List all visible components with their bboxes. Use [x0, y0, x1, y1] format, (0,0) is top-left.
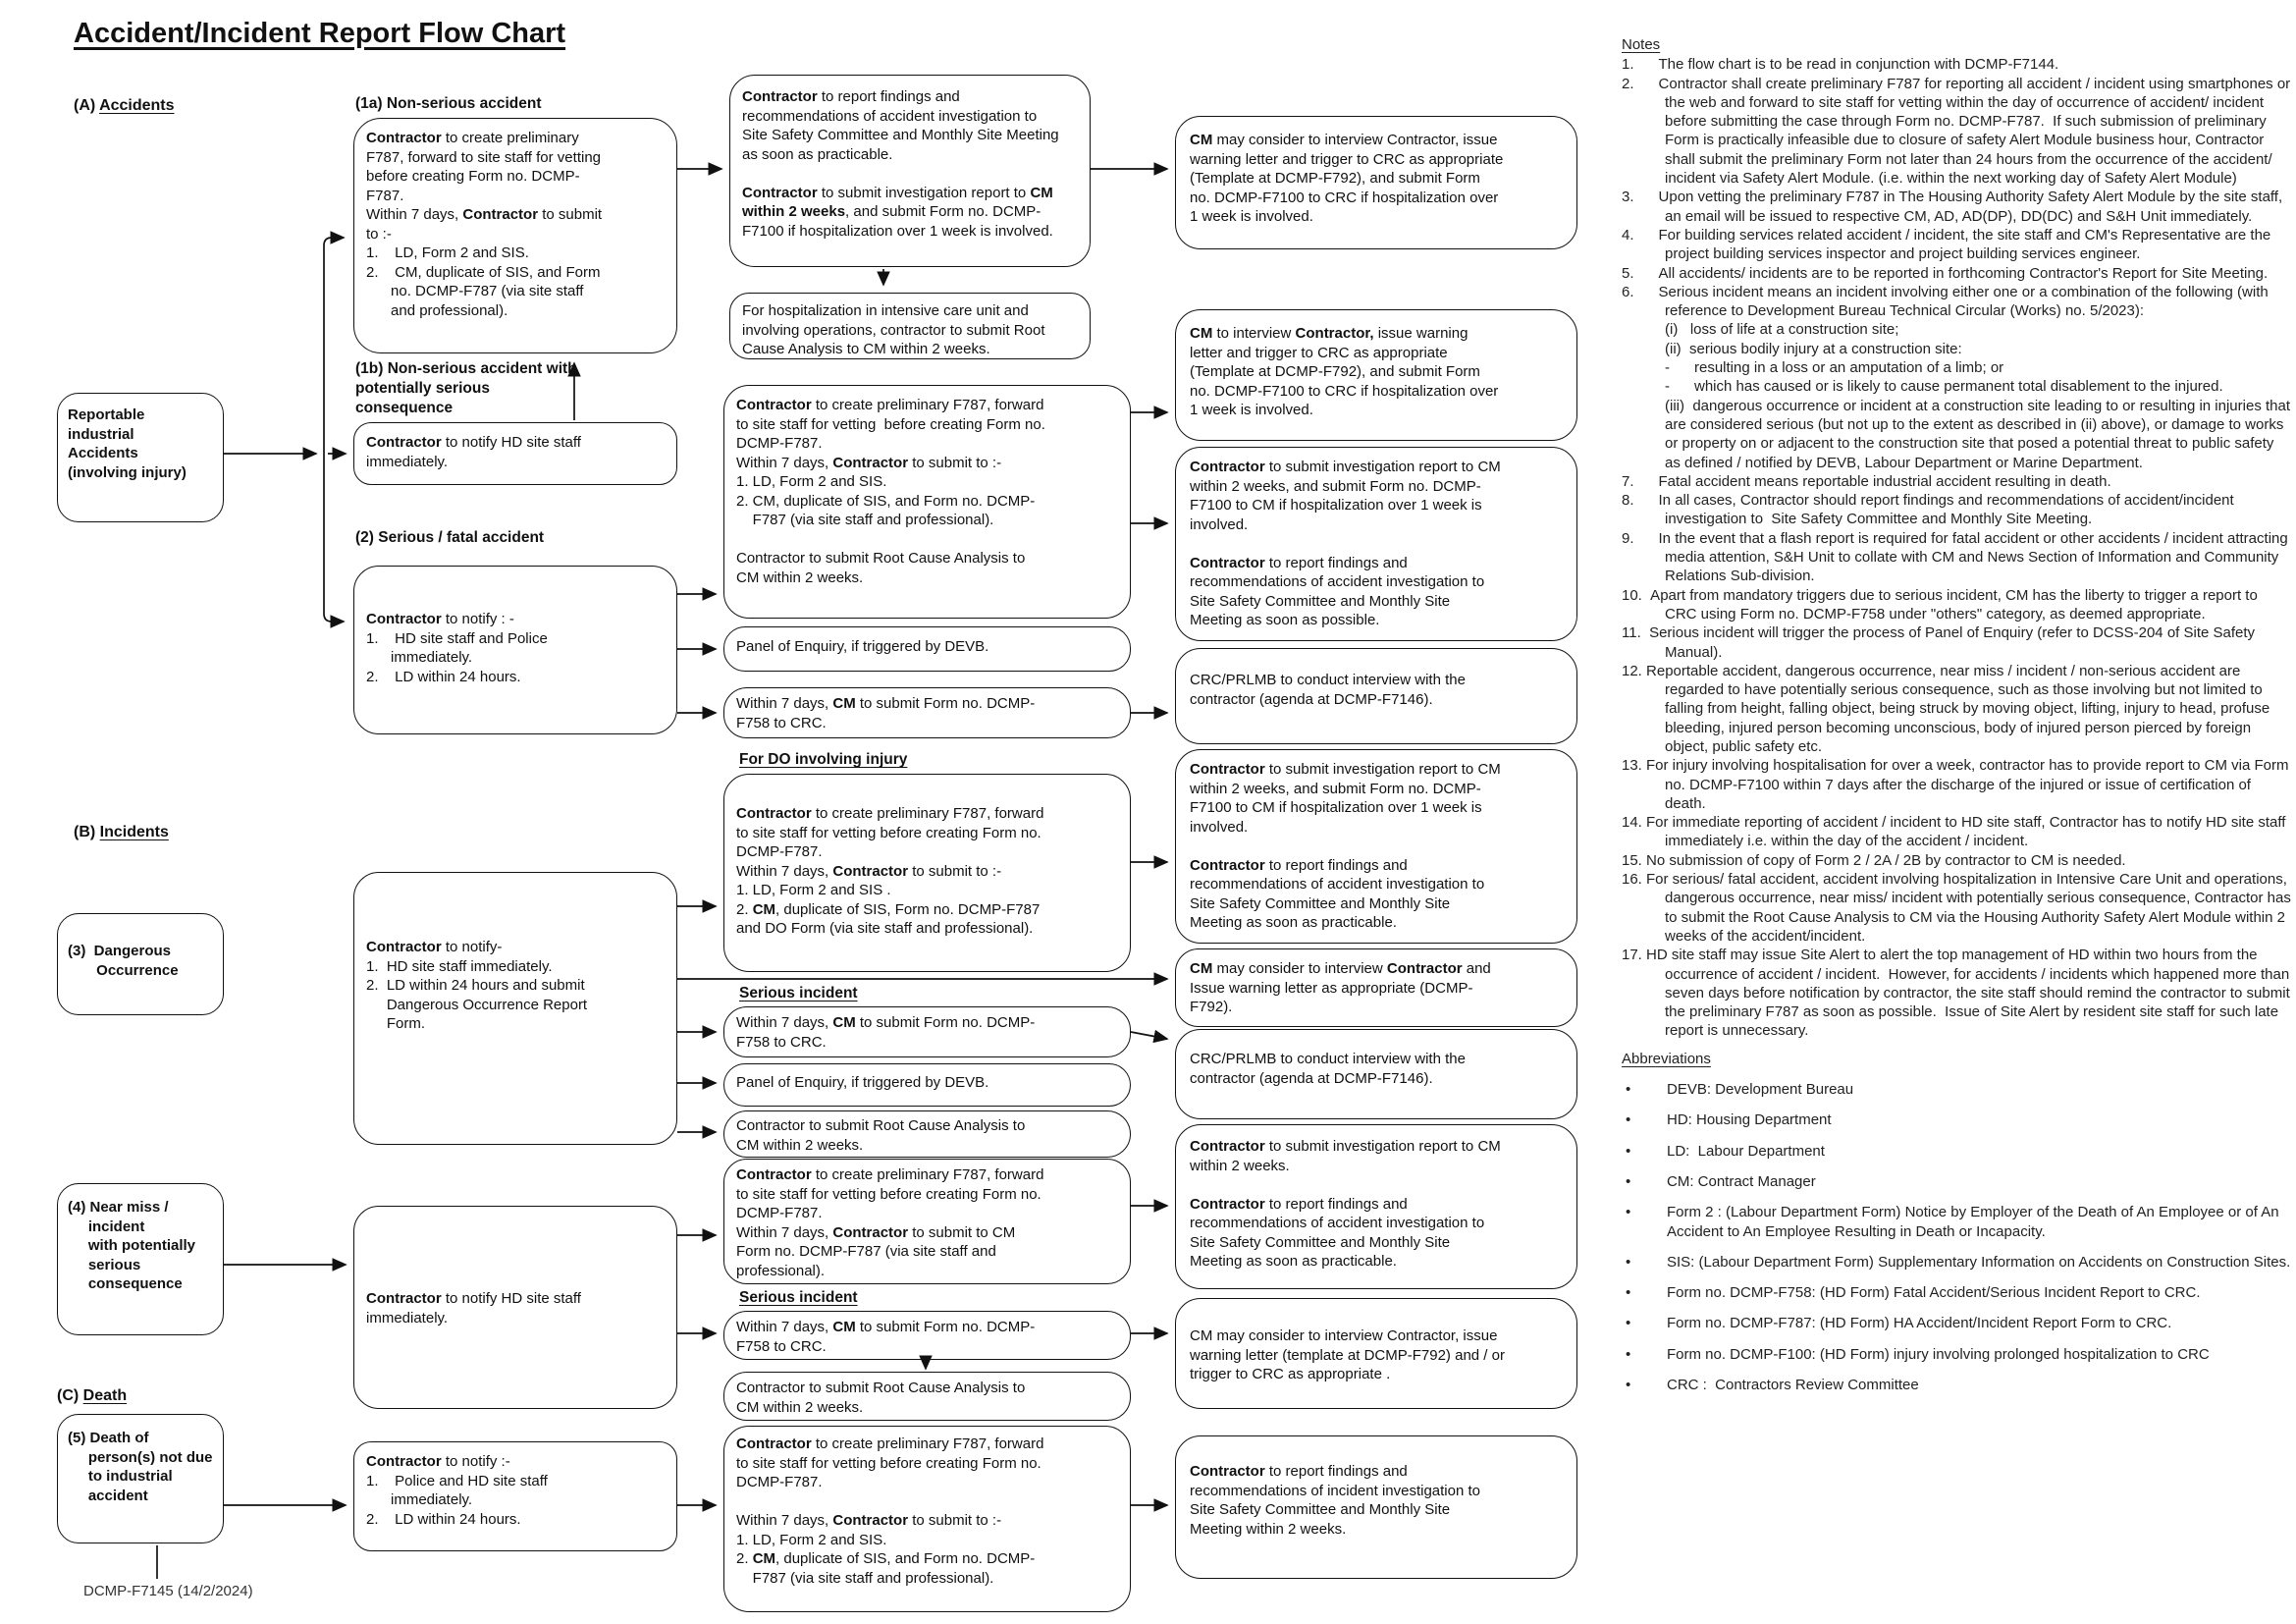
heading-serious-incident-1: Serious incident	[739, 985, 858, 1001]
note-item-3: 3. Upon vetting the preliminary F787 in The Housing Authority Safety Alert Module by the site staff, an email will be issued to respective CM, AD, AD(DP), DD(DC) and S&H Unit immediately.	[1622, 189, 2283, 225]
note-item-6: 6. Serious incident means an incident involving either one or a combination of the following (with reference to Development Bureau Technical Circular (Works) no. 5/2023): (i) loss of life at a construction site; (ii) serious bodily injury at a construction site: - resulting in a loss or an amputation of a limb; or - which has caused or is likely to cause permanent total disablement to the injured. (iii) dangerous occurrence or incident at a construction site leading to or resulting in injuries that are considered serious (but not up to the extent as described in (ii) above), or damage to works or property on or adjacent to the construction site that posed a potential threat to public safety as defined / notified by DEVB, Labour Department or Marine Department.	[1622, 283, 2291, 471]
box-cm-interview: CM to interview Contractor, issue warning letter and trigger to CRC as appropriate (Template at DCMP-F792), and submit Form no. DCMP-F7100 to CRC if hospitalization over 1 week is involved.	[1175, 309, 1577, 441]
note-item-5: 5. All accidents/ incidents are to be reported in forthcoming Contractor's Report for Site Meeting.	[1622, 264, 2269, 282]
box-4-notify-hd: Contractor to notify HD site staff immediately.	[353, 1206, 677, 1409]
section-label-incidents: (B) Incidents	[74, 824, 169, 840]
box-cm-submit-f758: Within 7 days, CM to submit Form no. DCMP- F758 to CRC.	[723, 687, 1131, 738]
box-1b-notify-hd: Contractor to notify HD site staff immediately.	[353, 422, 677, 485]
note-item-8: 8. In all cases, Contractor should report findings and recommendations of accident/incident investigation to Site Safety Committee and Monthly Site Meeting.	[1622, 492, 2234, 528]
box-investigation-report-2: Contractor to submit investigation report to CM within 2 weeks, and submit Form no. DCMP- F7100 to CM if hospitalization over 1 week is involved. Contractor to report findings and recommendations of accident investigation to Site Safety Committee and Monthly Site Meeting as soon as practicable.	[1175, 749, 1577, 944]
form-reference-number: DCMP-F7145 (14/2/2024)	[83, 1583, 253, 1599]
box-2-notify-hd-police-ld: Contractor to notify : - 1. HD site staff and Police immediately. 2. LD within 24 hours.	[353, 566, 677, 734]
abbr-item-f100: • Form no. DCMP-F100: (HD Form) injury involving prolonged hospitalization to CRC	[1622, 1345, 2293, 1364]
abbr-item-hd: • HD: Housing Department	[1622, 1110, 2293, 1129]
note-item-13: 13. For injury involving hospitalisation for over a week, contractor has to provide report to CM via Form no. DCMP-F7100 within 7 days after the discharge of the injured or issue of certification of death.	[1622, 757, 2289, 812]
abbr-item-cm: • CM: Contract Manager	[1622, 1172, 2293, 1191]
arrow-trunk-to-1a	[324, 238, 344, 454]
abbr-item-sis: • SIS: (Labour Department Form) Supplementary Information on Accidents on Construction Sites.	[1622, 1253, 2293, 1272]
heading-for-do-involving-injury: For DO involving injury	[739, 751, 908, 768]
box-si-panel-of-enquiry: Panel of Enquiry, if triggered by DEVB.	[723, 1063, 1131, 1107]
box-cm-may-interview-2: CM may consider to interview Contractor and Issue warning letter as appropriate (DCMP- F792).	[1175, 948, 1577, 1027]
box-si-root-cause: Contractor to submit Root Cause Analysis to CM within 2 weeks.	[723, 1110, 1131, 1158]
box-3-notify-do: Contractor to notify- 1. HD site staff immediately. 2. LD within 24 hours and submit Dangerous Occurrence Report Form.	[353, 872, 677, 1145]
box-cm-may-interview-3: CM may consider to interview Contractor, issue warning letter (template at DCMP-F792) and / or trigger to CRC as appropriate .	[1175, 1298, 1577, 1409]
heading-1b-potentially-serious: (1b) Non-serious accident with potentially serious consequence	[355, 360, 577, 416]
box-5-notify-police-hd-ld: Contractor to notify :- 1. Police and HD site staff immediately. 2. LD within 24 hours.	[353, 1441, 677, 1551]
abbr-item-form2: • Form 2 : (Labour Department Form) Notice by Employer of the Death of An Employee or of An Accident to An Employee Resulting in Death or Incapacity.	[1622, 1203, 2293, 1241]
note-item-16: 16. For serious/ fatal accident, accident involving hospitalization in Intensive Care Unit and operations, dangerous occurrence, near miss/ incident with potentially serious consequence, Contractor has to submit the Root Cause Analysis to CM via the Housing Authority Safety Alert Module within 2 weeks of the accident/incident.	[1622, 871, 2291, 945]
box-crc-prlmb-interview-2: CRC/PRLMB to conduct interview with the contractor (agenda at DCMP-F7146).	[1175, 1029, 1577, 1119]
section-label-accidents: (A) Accidents	[74, 97, 175, 114]
source-box-near-miss: (4) Near miss / incident with potentially serious consequence	[57, 1183, 224, 1335]
box-nm-cm-submit-f758: Within 7 days, CM to submit Form no. DCMP- F758 to CRC.	[723, 1311, 1131, 1360]
section-label-death: (C) Death	[57, 1387, 128, 1404]
note-item-2: 2. Contractor shall create preliminary F787 for reporting all accident / incident using smartphones or the web and forward to site staff for vetting within the day of occurrence of accident/ incident before submitting the case through Form no. DCMP-F787. If such submission of preliminary Form is practically infeasible due to closure of safety Alert Module business hour, Contractor shall submit the preliminary Form not later than 24 hours from the occurrence of the accident/ incident via Safety Alert Module. (i.e. within the next working day of Safety Alert Module)	[1622, 75, 2291, 188]
abbr-item-crc: • CRC : Contractors Review Committee	[1622, 1376, 2293, 1394]
abbr-item-f758: • Form no. DCMP-F758: (HD Form) Fatal Accident/Serious Incident Report to CRC.	[1622, 1283, 2293, 1302]
box-panel-of-enquiry: Panel of Enquiry, if triggered by DEVB.	[723, 626, 1131, 672]
page-title: Accident/Incident Report Flow Chart	[74, 18, 566, 49]
source-box-dangerous-occurrence: (3) Dangerous Occurrence	[57, 913, 224, 1015]
abbr-item-devb: • DEVB: Development Bureau	[1622, 1080, 2293, 1099]
box-report-findings-incident: Contractor to report findings and recommendations of incident investigation to Site Safety Committee and Monthly Site Meeting within 2 weeks.	[1175, 1435, 1577, 1579]
box-1a-create-f787: Contractor to create preliminary F787, forward to site staff for vetting before creating Form no. DCMP- F787. Within 7 days, Contractor to submit to :- 1. LD, Form 2 and SIS. 2. CM, duplicate of SIS, and Form no. DCMP-F787 (via site staff and professional).	[353, 118, 677, 353]
heading-serious-incident-2: Serious incident	[739, 1289, 858, 1306]
heading-1a-non-serious: (1a) Non-serious accident	[355, 95, 542, 112]
source-box-death-not-industrial: (5) Death of person(s) not due to industrial accident	[57, 1414, 224, 1543]
abbr-item-f787: • Form no. DCMP-F787: (HD Form) HA Accident/Incident Report Form to CRC.	[1622, 1314, 2293, 1332]
note-item-4: 4. For building services related accident / incident, the site staff and CM's Representative are the project building services inspector and project building services engineer.	[1622, 226, 2271, 263]
note-item-10: 10. Apart from mandatory triggers due to serious incident, CM has the liberty to trigger a report to CRC using Form no. DCMP-F758 under "others" category, as deemed appropriate.	[1622, 586, 2258, 623]
note-item-14: 14. For immediate reporting of accident / incident to HD site staff, Contractor has to notify HD site staff immediately i.e. within the day of the accident / incident.	[1622, 814, 2286, 850]
box-investigation-report-1: Contractor to submit investigation report to CM within 2 weeks, and submit Form no. DCMP- F7100 to CM if hospitalization over 1 week is involved. Contractor to report findings and recommendations of accident investigation to Site Safety Committee and Monthly Site Meeting as soon as possible.	[1175, 447, 1577, 641]
box-cm-may-interview-1: CM may consider to interview Contractor, issue warning letter and trigger to CRC as appropriate (Template at DCMP-F792), and submit Form no. DCMP-F7100 to CRC if hospitalization over 1 week is involved.	[1175, 116, 1577, 249]
box-crc-prlmb-interview-1: CRC/PRLMB to conduct interview with the contractor (agenda at DCMP-F7146).	[1175, 648, 1577, 744]
source-box-reportable-industrial-accidents: Reportable industrial Accidents (involving injury)	[57, 393, 224, 522]
heading-2-serious-fatal: (2) Serious / fatal accident	[355, 529, 545, 546]
box-death-create-f787: Contractor to create preliminary F787, forward to site staff for vetting before creating Form no. DCMP-F787. Within 7 days, Contractor to submit to :- 1. LD, Form 2 and SIS. 2. CM, duplicate of SIS, and Form no. DCMP- F787 (via site staff and professional).	[723, 1426, 1131, 1612]
box-investigation-report-3: Contractor to submit investigation report to CM within 2 weeks. Contractor to report findings and recommendations of accident investigation to Site Safety Committee and Monthly Site Meeting as soon as practicable.	[1175, 1124, 1577, 1289]
box-si-cm-submit-f758: Within 7 days, CM to submit Form no. DCMP- F758 to CRC.	[723, 1006, 1131, 1057]
box-nm-create-f787: Contractor to create preliminary F787, forward to site staff for vetting before creating Form no. DCMP-F787. Within 7 days, Contractor to submit to CM Form no. DCMP-F787 (via site staff and professional).	[723, 1159, 1131, 1284]
note-item-15: 15. No submission of copy of Form 2 / 2A / 2B by contractor to CM is needed.	[1622, 851, 2126, 869]
box-icu-root-cause: For hospitalization in intensive care unit and involving operations, contractor to submit Root Cause Analysis to CM within 2 weeks.	[729, 293, 1091, 359]
note-item-9: 9. In the event that a flash report is required for fatal accident or other accidents / incident attracting media attention, S&H Unit to collate with CM and News Section of Information and Community Relations Sub-division.	[1622, 529, 2288, 585]
box-nm-root-cause: Contractor to submit Root Cause Analysis to CM within 2 weeks.	[723, 1372, 1131, 1421]
box-serious-create-f787: Contractor to create preliminary F787, forward to site staff for vetting before creating Form no. DCMP-F787. Within 7 days, Contractor to submit to :- 1. LD, Form 2 and SIS. 2. CM, duplicate of SIS, and Form no. DCMP- F787 (via site staff and professional). Contractor to submit Root Cause Analysis to CM within 2 weeks.	[723, 385, 1131, 619]
abbr-item-ld: • LD: Labour Department	[1622, 1142, 2293, 1161]
box-report-findings-accident: Contractor to report findings and recommendations of accident investigation to Site Safety Committee and Monthly Site Meeting as soon as practicable. Contractor to submit investigation report to CM within 2 weeks, and submit Form no. DCMP- F7100 if hospitalization over 1 week is involved.	[729, 75, 1091, 267]
notes-heading: Notes	[1622, 36, 1661, 53]
note-item-11: 11. Serious incident will trigger the process of Panel of Enquiry (refer to DCSS-204 of Site Safety Manual).	[1622, 624, 2256, 661]
abbreviations-heading: Abbreviations	[1622, 1050, 1711, 1067]
box-do-create-f787: Contractor to create preliminary F787, forward to site staff for vetting before creating Form no. DCMP-F787. Within 7 days, Contractor to submit to :- 1. LD, Form 2 and SIS . 2. CM, duplicate of SIS, Form no. DCMP-F787 and DO Form (via site staff and professional).	[723, 774, 1131, 972]
note-item-17: 17. HD site staff may issue Site Alert to alert the top management of HD within two hours from the occurrence of accident / incident. However, for accidents / incidents which happened more than seven days before notification by contractor, the site staff should remind the contractor to submit the preliminary F787 as soon as possible. Issue of Site Alert by resident site staff for such late report is unnecessary.	[1622, 947, 2290, 1040]
note-item-7: 7. Fatal accident means reportable industrial accident resulting in death.	[1622, 472, 2111, 490]
arrow-trunk-to-2	[324, 454, 344, 622]
note-item-1: 1. The flow chart is to be read in conjunction with DCMP-F7144.	[1622, 56, 2059, 74]
note-item-12: 12. Reportable accident, dangerous occurrence, near miss / incident / non-serious accident are regarded to have potentially serious consequence, such as those involving but not limited to falling from height, falling object, being struck by moving object, lifting, injury to head, profuse bleeding, injured person becoming unconscious, body of injured person pierced by foreign object, public safety etc.	[1622, 662, 2270, 755]
arrow-f758-to-crc-interview2	[1131, 1032, 1167, 1039]
